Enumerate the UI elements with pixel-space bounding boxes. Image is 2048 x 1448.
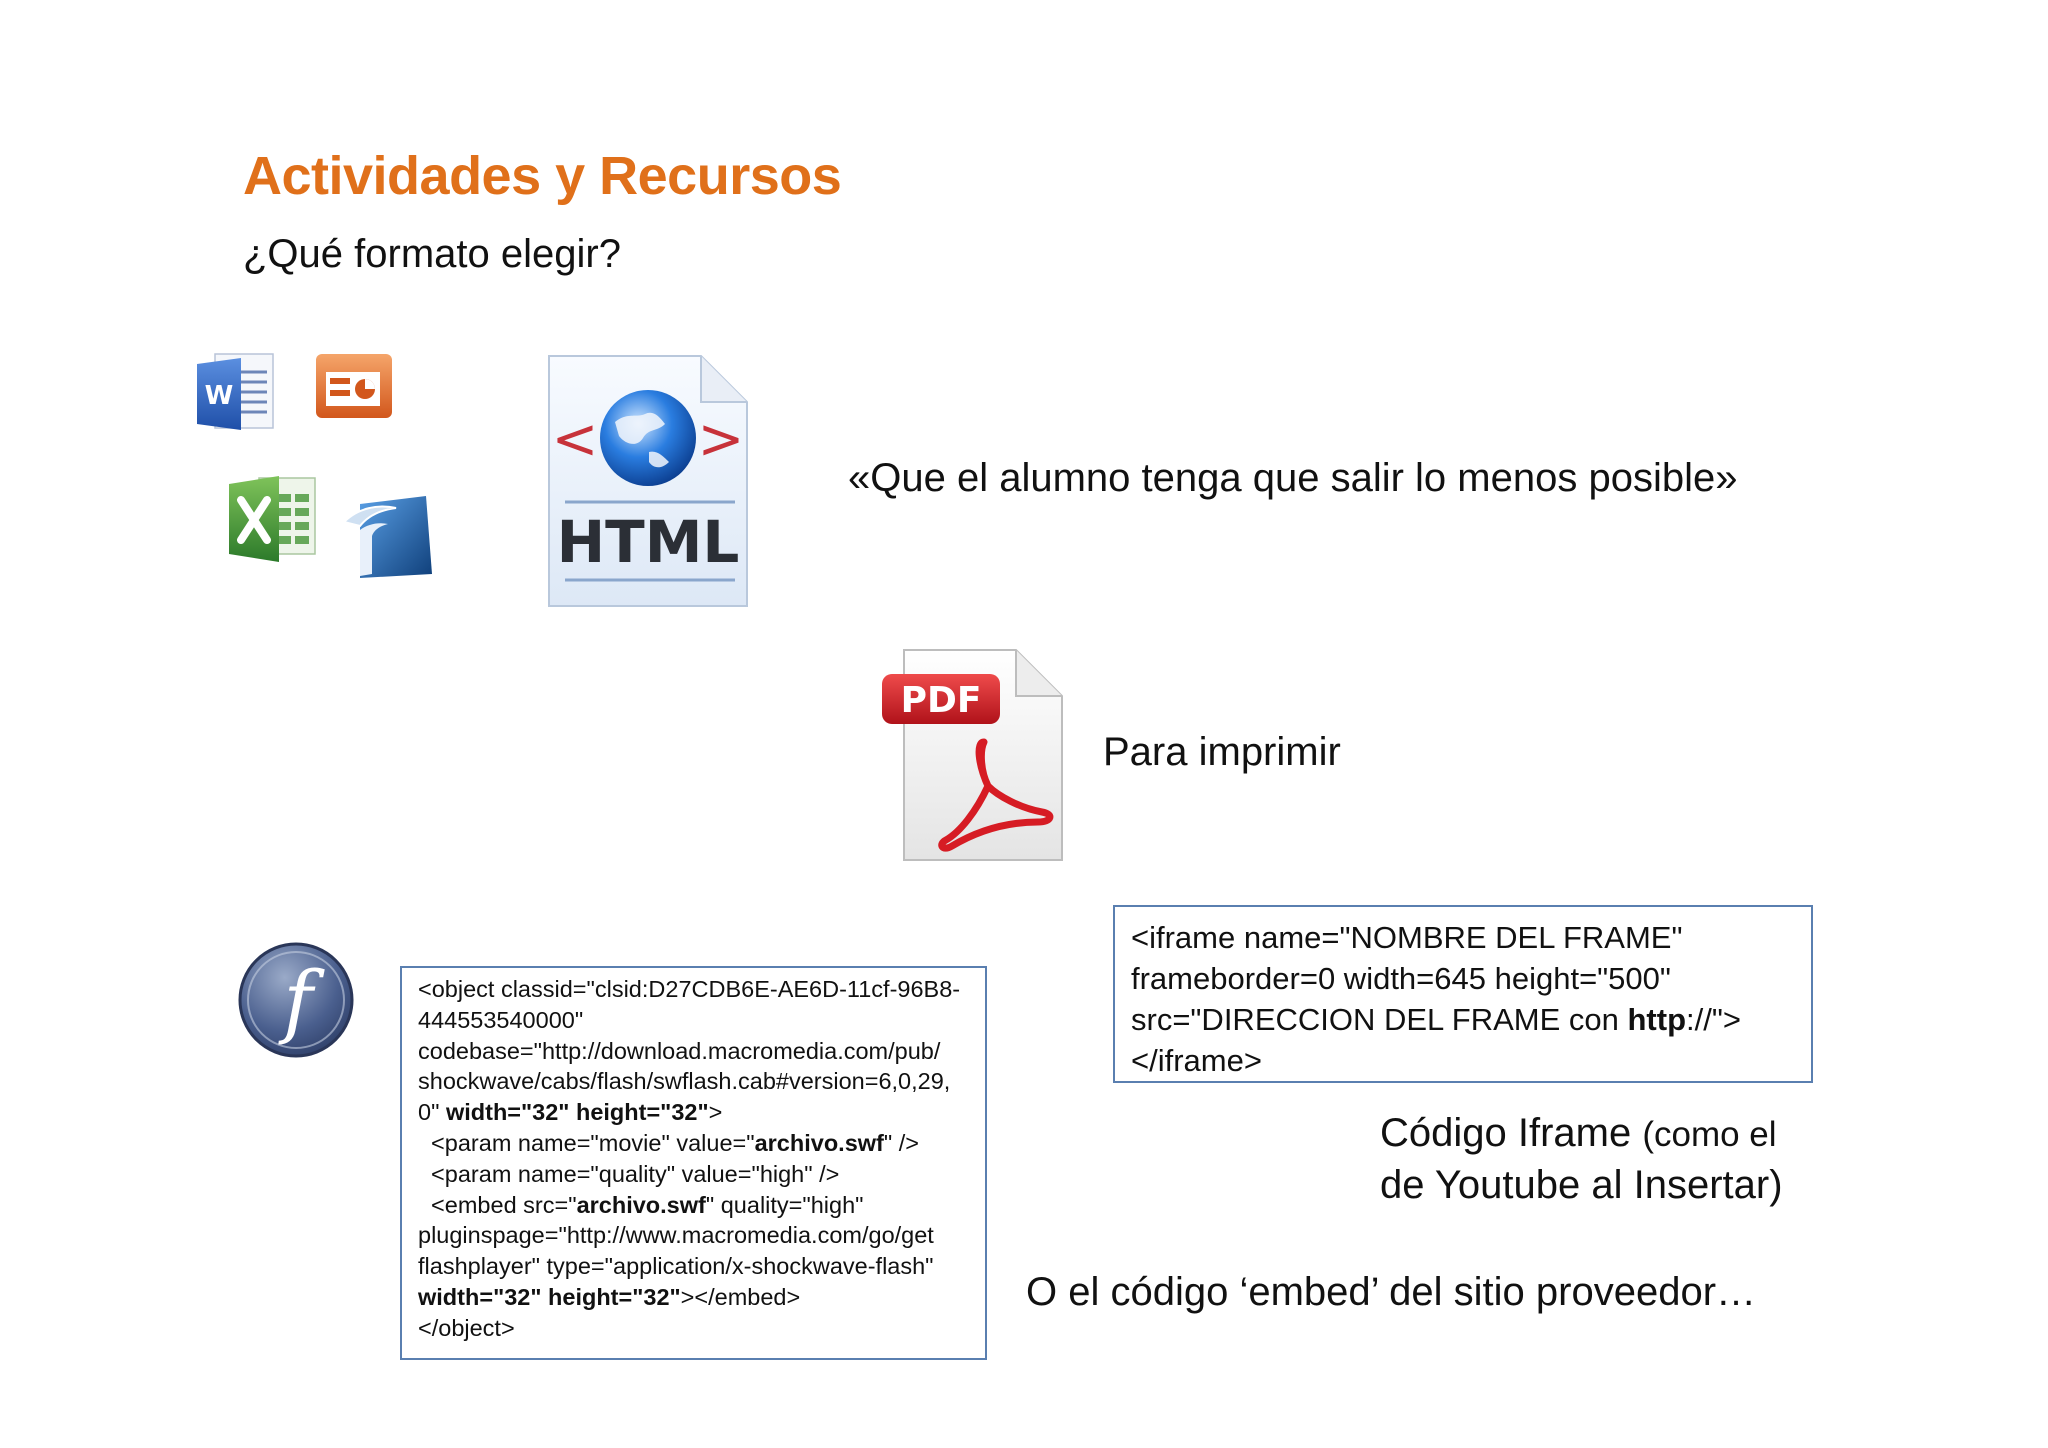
code-line: </iframe> <box>1131 1043 1262 1078</box>
quote-text: «Que el alumno tenga que salir lo menos posible» <box>848 456 1738 500</box>
html-file-icon <box>545 352 751 610</box>
code-line: 444553540000" <box>418 1006 584 1033</box>
slide-subtitle: ¿Qué formato elegir? <box>243 232 621 276</box>
svg-text:>: > <box>697 407 745 472</box>
code-line: </object> <box>418 1314 515 1341</box>
code-line: <embed src="archivo.swf" quality="high" <box>418 1191 864 1218</box>
iframe-code-box <box>1113 905 1813 1083</box>
object-code-box <box>400 966 987 1360</box>
pdf-file-icon <box>880 646 1066 864</box>
print-text: Para imprimir <box>1103 730 1341 774</box>
excel-icon <box>225 470 321 566</box>
code-line: <object classid="clsid:D27CDB6E-AE6D-11cf-96B8- <box>418 976 961 1002</box>
svg-text:f: f <box>283 954 313 1047</box>
code-line: width="32" height="32"></embed> <box>418 1283 801 1310</box>
code-line: frameborder=0 width=645 height="500" <box>1131 961 1671 996</box>
code-line: <param name="quality" value="high" /> <box>418 1160 840 1187</box>
code-line: <iframe name="NOMBRE DEL FRAME" <box>1131 920 1683 955</box>
svg-text:HTML: HTML <box>556 508 740 576</box>
flash-icon <box>236 938 358 1060</box>
code-line: 0" width="32" height="32"> <box>418 1099 723 1126</box>
code-line: flashplayer" type="application/x-shockwave-flash" <box>418 1253 934 1280</box>
iframe-caption: Código Iframe (como el de Youtube al Insertar) <box>1380 1111 1783 1207</box>
svg-text:<: < <box>551 407 599 472</box>
code-line: shockwave/cabs/flash/swflash.cab#version=6,0,29, <box>418 1068 951 1095</box>
code-line: codebase="http://download.macromedia.com/pub/ <box>418 1037 941 1064</box>
code-line: <param name="movie" value="archivo.swf" /> <box>418 1129 919 1156</box>
svg-text:W: W <box>204 381 234 411</box>
slide-title: Actividades y Recursos <box>243 146 842 206</box>
svg-text:PDF: PDF <box>900 680 982 721</box>
word-icon <box>193 350 279 438</box>
powerpoint-icon <box>310 348 400 432</box>
embed-code-text: O el código ‘embed’ del sitio proveedor… <box>1026 1270 1757 1314</box>
code-line: pluginspage="http://www.macromedia.com/go/get <box>418 1222 934 1249</box>
openoffice-icon <box>338 490 438 580</box>
code-line: src="DIRECCION DEL FRAME con http://"> <box>1131 1002 1741 1037</box>
